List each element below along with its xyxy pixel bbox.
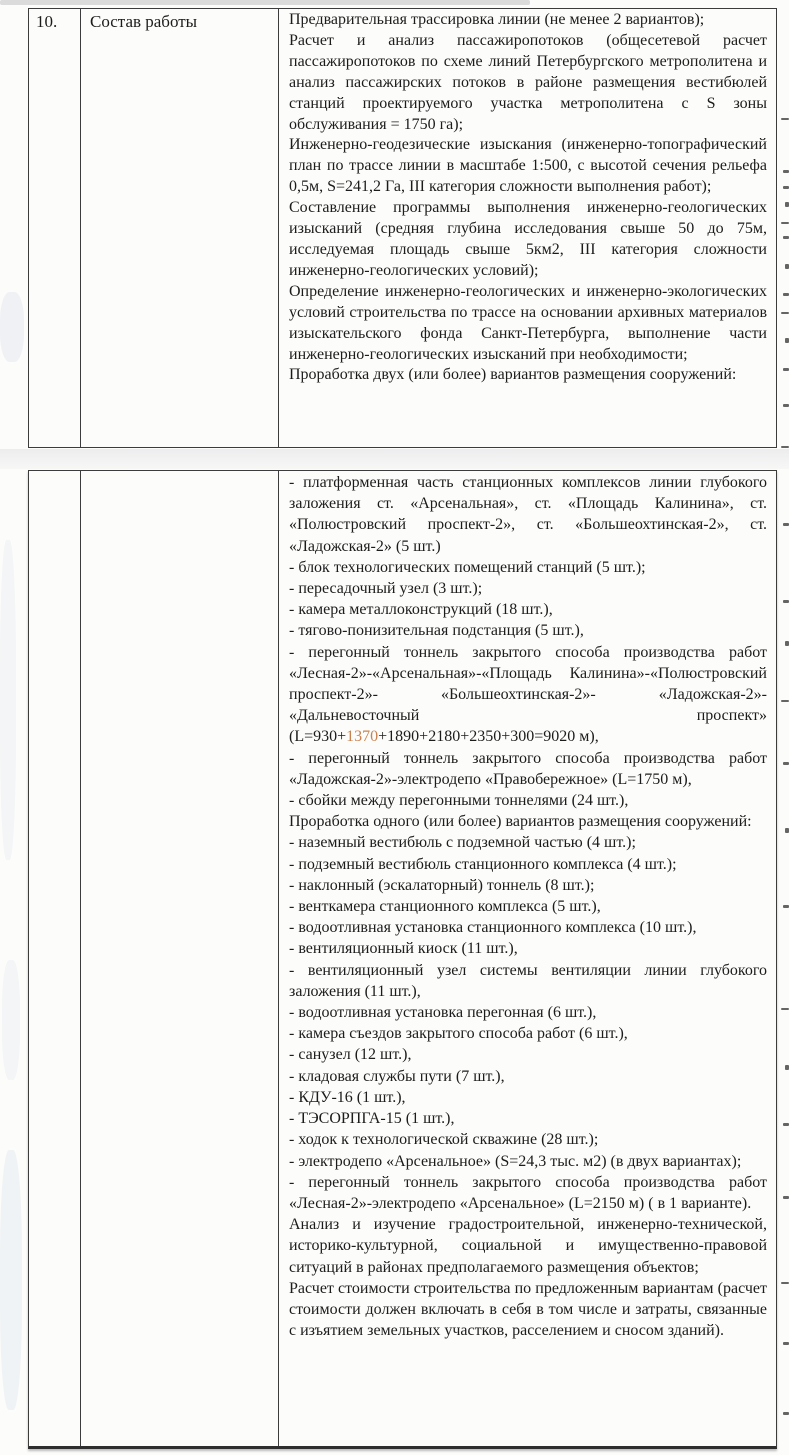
paragraph: - водоотливная установка станционного комплекса (10 шт.), xyxy=(289,919,697,937)
scan-shading-gap xyxy=(0,449,789,469)
paragraph: - вентиляционный киоск (11 шт.), xyxy=(289,940,518,958)
paragraph: - перегонный тоннель закрытого способа производства работ «Ладожская-2»-электродепо «Правобережное» (L=1750 м), xyxy=(289,749,767,788)
cell-work-scope-part1 xyxy=(279,9,776,447)
row-label: Состав работы xyxy=(90,12,198,31)
scan-artifact xyxy=(783,762,789,765)
paragraph: - пересадочный узел (3 шт.); xyxy=(289,580,483,598)
paragraph: Определение инженерно-геологических и инженерно-экологических условий строительства по трассе на основании архивных материалов изыскательского фонда Санкт-Петербурга, выполнение части инженерно-геологических изысканий при необходимости; xyxy=(289,282,767,363)
paragraph: - сбойки между перегонными тоннелями (24 шт.), xyxy=(289,792,629,810)
cell-row-number-empty xyxy=(29,471,81,1446)
scan-artifact xyxy=(783,1196,789,1199)
scan-artifact xyxy=(781,1008,789,1010)
paragraph: Расчет стоимости строительства по предложенным вариантам (расчет стоимости должен включать в себя в том числе и затраты, связанные с изъятием земельных участков, расселением и сносом зданий). xyxy=(289,1279,767,1340)
paragraph: - блок технологических помещений станций (5 шт.); xyxy=(289,558,646,576)
scan-artifact xyxy=(783,523,789,526)
scan-artifact xyxy=(785,641,789,646)
paragraph: Расчет и анализ пассажиропотоков (общесетевой расчет пассажиропотоков по схеме линий Петербургского метрополитена и анализ пассажирских потоков в районе размещения вестибюлей станций проектируемого участка метрополитена с S зоны обслуживания = 1750 га); xyxy=(289,31,767,133)
row-number: 10. xyxy=(36,12,58,31)
paragraph: - перегонный тоннель закрытого способа производства работ «Лесная-2»-«Арсенальная»-«Площадь Калинина»-«Полюстровский проспект-2»- «Большеохтинская-2»- «Ладожская-2»- «Дальневосточный проспект» (L=930+1370+1890+2180+2350+300=9020 м), xyxy=(289,643,767,746)
scan-artifact xyxy=(783,404,789,407)
scan-artifact xyxy=(783,1412,789,1415)
scan-artifact xyxy=(781,118,789,120)
paragraph: Составление программы выполнения инженерно-геологических изысканий (средняя глубина исследования свыше 50 до 75м, исследуемая площадь свыше 5км2, III категория сложности инженерно-геологических условий); xyxy=(289,199,767,279)
paragraph: - КДУ-16 (1 шт.), xyxy=(289,1088,406,1106)
cell-row-label-empty xyxy=(81,471,279,1446)
scan-artifact xyxy=(785,1065,789,1070)
scan-smudge xyxy=(0,1150,22,1410)
scan-smudge xyxy=(2,960,20,1080)
paragraph: - камера металлоконструкций (18 шт.), xyxy=(289,601,553,619)
scan-artifact xyxy=(783,600,789,603)
paragraph: - камера съездов закрытого способа работ (6 шт.), xyxy=(289,1025,628,1043)
scan-artifact xyxy=(781,1282,789,1284)
cell-work-scope-part2 xyxy=(279,471,776,1446)
paragraph: - санузел (12 шт.), xyxy=(289,1046,412,1064)
paragraph: - ходок к технологической скважине (28 шт.); xyxy=(289,1131,599,1149)
cell-row-number xyxy=(29,9,81,447)
scan-color-artifact-text: 1370 xyxy=(346,728,379,746)
paragraph: Инженерно-геодезические изыскания (инженерно-топографический план по трассе линии в масштабе 1:500, с высотой сечения рельефа 0,5м, S=241,2 Га, III категория сложности выполнения работ); xyxy=(289,136,767,196)
scan-artifact xyxy=(785,264,789,269)
paragraph: - тягово-понизительная подстанция (5 шт.), xyxy=(289,622,584,640)
scan-artifact xyxy=(783,170,789,173)
scan-artifact xyxy=(781,446,789,448)
paragraph: - ТЭСОРПГА-15 (1 шт.), xyxy=(289,1110,455,1128)
table-row-10-continued xyxy=(28,470,777,1449)
paragraph: - наклонный (эскалаторный) тоннель (8 шт.); xyxy=(289,876,595,894)
paragraph: - кладовая службы пути (7 шт.), xyxy=(289,1067,505,1085)
paragraph: Проработка двух (или более) вариантов размещения сооружений: xyxy=(289,366,737,384)
scan-artifact xyxy=(783,905,789,908)
scan-artifact xyxy=(781,312,789,314)
scan-artifact xyxy=(785,338,789,343)
scan-artifact xyxy=(783,1342,789,1345)
paragraph: - венткамера станционного комплекса (5 шт.), xyxy=(289,898,601,916)
paragraph: - платформенная часть станционных комплексов линии глубокого заложения ст. «Арсенальная», ст. «Площадь Калинина», ст. «Полюстровский проспект-2», ст. «Большеохтинская-2», ст. «Ладожская-2» (5 шт.) xyxy=(289,474,767,555)
scan-artifact xyxy=(783,186,789,189)
cell-row-label xyxy=(81,9,279,447)
scan-artifact xyxy=(785,202,789,207)
paragraph: Анализ и изучение градостроительной, инженерно-технической, историко-культурной, социальной и имущественно-правовой ситуаций в районах предполагаемого размещения объектов; xyxy=(289,1216,767,1276)
paragraph: - подземный вестибюль станционного комплекса (4 шт.); xyxy=(289,855,677,873)
paragraph: - перегонный тоннель закрытого способа производства работ «Лесная-2»-электродепо «Арсенальное» (L=2150 м) ( в 1 варианте). xyxy=(289,1173,767,1212)
paragraph: - водоотливная установка перегонная (6 шт.), xyxy=(289,1004,597,1022)
scan-shading-top xyxy=(0,0,530,5)
scan-smudge xyxy=(0,292,24,362)
paragraph: - наземный вестибюль с подземной частью (4 шт.); xyxy=(289,834,636,852)
paragraph: Предварительная трассировка линии (не менее 2 вариантов); xyxy=(289,11,705,28)
table-row-10 xyxy=(28,8,777,448)
scan-artifact xyxy=(783,293,789,296)
paragraph: Проработка одного (или более) вариантов размещения сооружений: xyxy=(289,813,752,831)
scan-artifact xyxy=(783,368,789,371)
scan-artifact xyxy=(785,828,789,833)
paragraph: - электродепо «Арсенальное» (S=24,3 тыс. м2) (в двух вариантах); xyxy=(289,1152,742,1170)
scan-smudge xyxy=(0,540,16,860)
scan-artifact xyxy=(783,1123,789,1126)
scan-artifact xyxy=(783,236,789,239)
paragraph: - вентиляционный узел системы вентиляции линии глубокого заложения (11 шт.), xyxy=(289,961,767,1000)
scan-artifact xyxy=(781,700,789,702)
scan-artifact xyxy=(781,222,789,224)
